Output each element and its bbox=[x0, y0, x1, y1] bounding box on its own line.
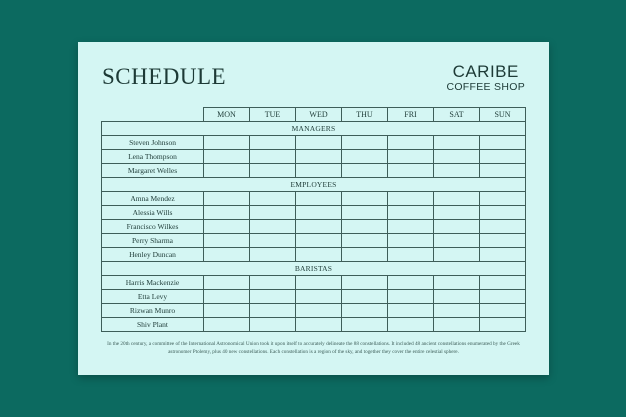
shift-cell-sat[interactable] bbox=[434, 290, 480, 304]
day-header-sat: SAT bbox=[434, 108, 480, 122]
brand-logo bbox=[446, 63, 525, 93]
shift-cell-wed[interactable] bbox=[296, 276, 342, 290]
table-row bbox=[102, 136, 526, 150]
shift-cell-sun[interactable] bbox=[480, 234, 526, 248]
shift-cell-tue[interactable] bbox=[250, 164, 296, 178]
shift-cell-wed[interactable] bbox=[296, 150, 342, 164]
shift-cell-fri[interactable] bbox=[388, 150, 434, 164]
shift-cell-wed[interactable] bbox=[296, 290, 342, 304]
shift-cell-tue[interactable] bbox=[250, 248, 296, 262]
shift-cell-mon[interactable] bbox=[204, 276, 250, 290]
shift-cell-mon[interactable] bbox=[204, 290, 250, 304]
day-header-row bbox=[102, 108, 526, 122]
shift-cell-mon[interactable] bbox=[204, 220, 250, 234]
table-row bbox=[102, 220, 526, 234]
table-row bbox=[102, 248, 526, 262]
staff-name: Henley Duncan bbox=[102, 248, 204, 262]
section-label: BARISTAS bbox=[102, 262, 526, 276]
shift-cell-fri[interactable] bbox=[388, 318, 434, 332]
shift-cell-fri[interactable] bbox=[388, 136, 434, 150]
shift-cell-wed[interactable] bbox=[296, 192, 342, 206]
shift-cell-fri[interactable] bbox=[388, 304, 434, 318]
shift-cell-mon[interactable] bbox=[204, 150, 250, 164]
shift-cell-thu[interactable] bbox=[342, 248, 388, 262]
shift-cell-wed[interactable] bbox=[296, 206, 342, 220]
shift-cell-tue[interactable] bbox=[250, 150, 296, 164]
corner-cell bbox=[102, 108, 204, 122]
table-row bbox=[102, 150, 526, 164]
shift-cell-sat[interactable] bbox=[434, 234, 480, 248]
shift-cell-thu[interactable] bbox=[342, 164, 388, 178]
staff-name: Francisco Wilkes bbox=[102, 220, 204, 234]
staff-name: Alessia Wills bbox=[102, 206, 204, 220]
shift-cell-sat[interactable] bbox=[434, 150, 480, 164]
shift-cell-wed[interactable] bbox=[296, 248, 342, 262]
shift-cell-sat[interactable] bbox=[434, 248, 480, 262]
day-header-tue: TUE bbox=[250, 108, 296, 122]
section-header-row bbox=[102, 262, 526, 276]
shift-cell-mon[interactable] bbox=[204, 206, 250, 220]
shift-cell-fri[interactable] bbox=[388, 206, 434, 220]
shift-cell-thu[interactable] bbox=[342, 318, 388, 332]
section-header-row bbox=[102, 122, 526, 136]
schedule-title: SCHEDULE bbox=[102, 64, 227, 89]
shift-cell-tue[interactable] bbox=[250, 206, 296, 220]
day-header-sun: SUN bbox=[480, 108, 526, 122]
shift-cell-mon[interactable] bbox=[204, 136, 250, 150]
shift-cell-sun[interactable] bbox=[480, 290, 526, 304]
shift-cell-wed[interactable] bbox=[296, 234, 342, 248]
schedule-table bbox=[101, 107, 526, 332]
shift-cell-sat[interactable] bbox=[434, 276, 480, 290]
shift-cell-sun[interactable] bbox=[480, 150, 526, 164]
shift-cell-tue[interactable] bbox=[250, 220, 296, 234]
shift-cell-sun[interactable] bbox=[480, 276, 526, 290]
shift-cell-thu[interactable] bbox=[342, 290, 388, 304]
shift-cell-wed[interactable] bbox=[296, 164, 342, 178]
shift-cell-thu[interactable] bbox=[342, 192, 388, 206]
shift-cell-fri[interactable] bbox=[388, 220, 434, 234]
shift-cell-mon[interactable] bbox=[204, 318, 250, 332]
shift-cell-sun[interactable] bbox=[480, 136, 526, 150]
shift-cell-tue[interactable] bbox=[250, 234, 296, 248]
day-header-mon: MON bbox=[204, 108, 250, 122]
staff-name: Etta Levy bbox=[102, 290, 204, 304]
shift-cell-fri[interactable] bbox=[388, 164, 434, 178]
table-row bbox=[102, 304, 526, 318]
day-header-wed: WED bbox=[296, 108, 342, 122]
shift-cell-thu[interactable] bbox=[342, 150, 388, 164]
shift-cell-thu[interactable] bbox=[342, 220, 388, 234]
shift-cell-tue[interactable] bbox=[250, 290, 296, 304]
shift-cell-tue[interactable] bbox=[250, 136, 296, 150]
footer-text: In the 20th century, a committee of the International Astronomical Union took it upon itself to accurately delineate the 88 constellations. It included 48 ancient constellations enumerated by the Greek astronomer Ptolemy, plus 40 new constellations. Each constellation is a region of the sky, and together they cover the entire celestial sphere. bbox=[107, 341, 520, 355]
shift-cell-thu[interactable] bbox=[342, 234, 388, 248]
shift-cell-mon[interactable] bbox=[204, 248, 250, 262]
staff-name: Shiv Plant bbox=[102, 318, 204, 332]
table-row bbox=[102, 164, 526, 178]
shift-cell-mon[interactable] bbox=[204, 164, 250, 178]
shift-cell-tue[interactable] bbox=[250, 318, 296, 332]
staff-name: Margaret Welles bbox=[102, 164, 204, 178]
shift-cell-sun[interactable] bbox=[480, 318, 526, 332]
table-row bbox=[102, 318, 526, 332]
section-label: MANAGERS bbox=[102, 122, 526, 136]
shift-cell-sat[interactable] bbox=[434, 220, 480, 234]
staff-name: Lena Thompson bbox=[102, 150, 204, 164]
day-header-fri: FRI bbox=[388, 108, 434, 122]
shift-cell-wed[interactable] bbox=[296, 304, 342, 318]
shift-cell-fri[interactable] bbox=[388, 290, 434, 304]
section-label: EMPLOYEES bbox=[102, 178, 526, 192]
section-header-row bbox=[102, 178, 526, 192]
schedule-card bbox=[78, 42, 549, 375]
shift-cell-sun[interactable] bbox=[480, 304, 526, 318]
shift-cell-mon[interactable] bbox=[204, 234, 250, 248]
shift-cell-sun[interactable] bbox=[480, 220, 526, 234]
shift-cell-wed[interactable] bbox=[296, 136, 342, 150]
shift-cell-fri[interactable] bbox=[388, 276, 434, 290]
table-row bbox=[102, 276, 526, 290]
shift-cell-mon[interactable] bbox=[204, 304, 250, 318]
brand-subtitle: COFFEE SHOP bbox=[446, 81, 525, 93]
shift-cell-sat[interactable] bbox=[434, 304, 480, 318]
shift-cell-thu[interactable] bbox=[342, 136, 388, 150]
table-row bbox=[102, 192, 526, 206]
shift-cell-sun[interactable] bbox=[480, 248, 526, 262]
shift-cell-sun[interactable] bbox=[480, 206, 526, 220]
shift-cell-sun[interactable] bbox=[480, 164, 526, 178]
day-header-thu: THU bbox=[342, 108, 388, 122]
shift-cell-mon[interactable] bbox=[204, 192, 250, 206]
shift-cell-thu[interactable] bbox=[342, 276, 388, 290]
shift-cell-tue[interactable] bbox=[250, 276, 296, 290]
shift-cell-sat[interactable] bbox=[434, 206, 480, 220]
shift-cell-fri[interactable] bbox=[388, 234, 434, 248]
shift-cell-sat[interactable] bbox=[434, 164, 480, 178]
shift-cell-thu[interactable] bbox=[342, 304, 388, 318]
shift-cell-wed[interactable] bbox=[296, 318, 342, 332]
shift-cell-sat[interactable] bbox=[434, 192, 480, 206]
shift-cell-sun[interactable] bbox=[480, 192, 526, 206]
staff-name: Steven Johnson bbox=[102, 136, 204, 150]
table-row bbox=[102, 206, 526, 220]
shift-cell-fri[interactable] bbox=[388, 192, 434, 206]
shift-cell-tue[interactable] bbox=[250, 304, 296, 318]
shift-cell-tue[interactable] bbox=[250, 192, 296, 206]
table-row bbox=[102, 290, 526, 304]
shift-cell-thu[interactable] bbox=[342, 206, 388, 220]
staff-name: Amna Mendez bbox=[102, 192, 204, 206]
schedule-body bbox=[102, 122, 526, 332]
shift-cell-fri[interactable] bbox=[388, 248, 434, 262]
staff-name: Perry Sharma bbox=[102, 234, 204, 248]
staff-name: Rizwan Munro bbox=[102, 304, 204, 318]
shift-cell-sat[interactable] bbox=[434, 318, 480, 332]
brand-name: CARIBE bbox=[452, 62, 519, 81]
shift-cell-sat[interactable] bbox=[434, 136, 480, 150]
staff-name: Harris Mackenzie bbox=[102, 276, 204, 290]
shift-cell-wed[interactable] bbox=[296, 220, 342, 234]
table-row bbox=[102, 234, 526, 248]
